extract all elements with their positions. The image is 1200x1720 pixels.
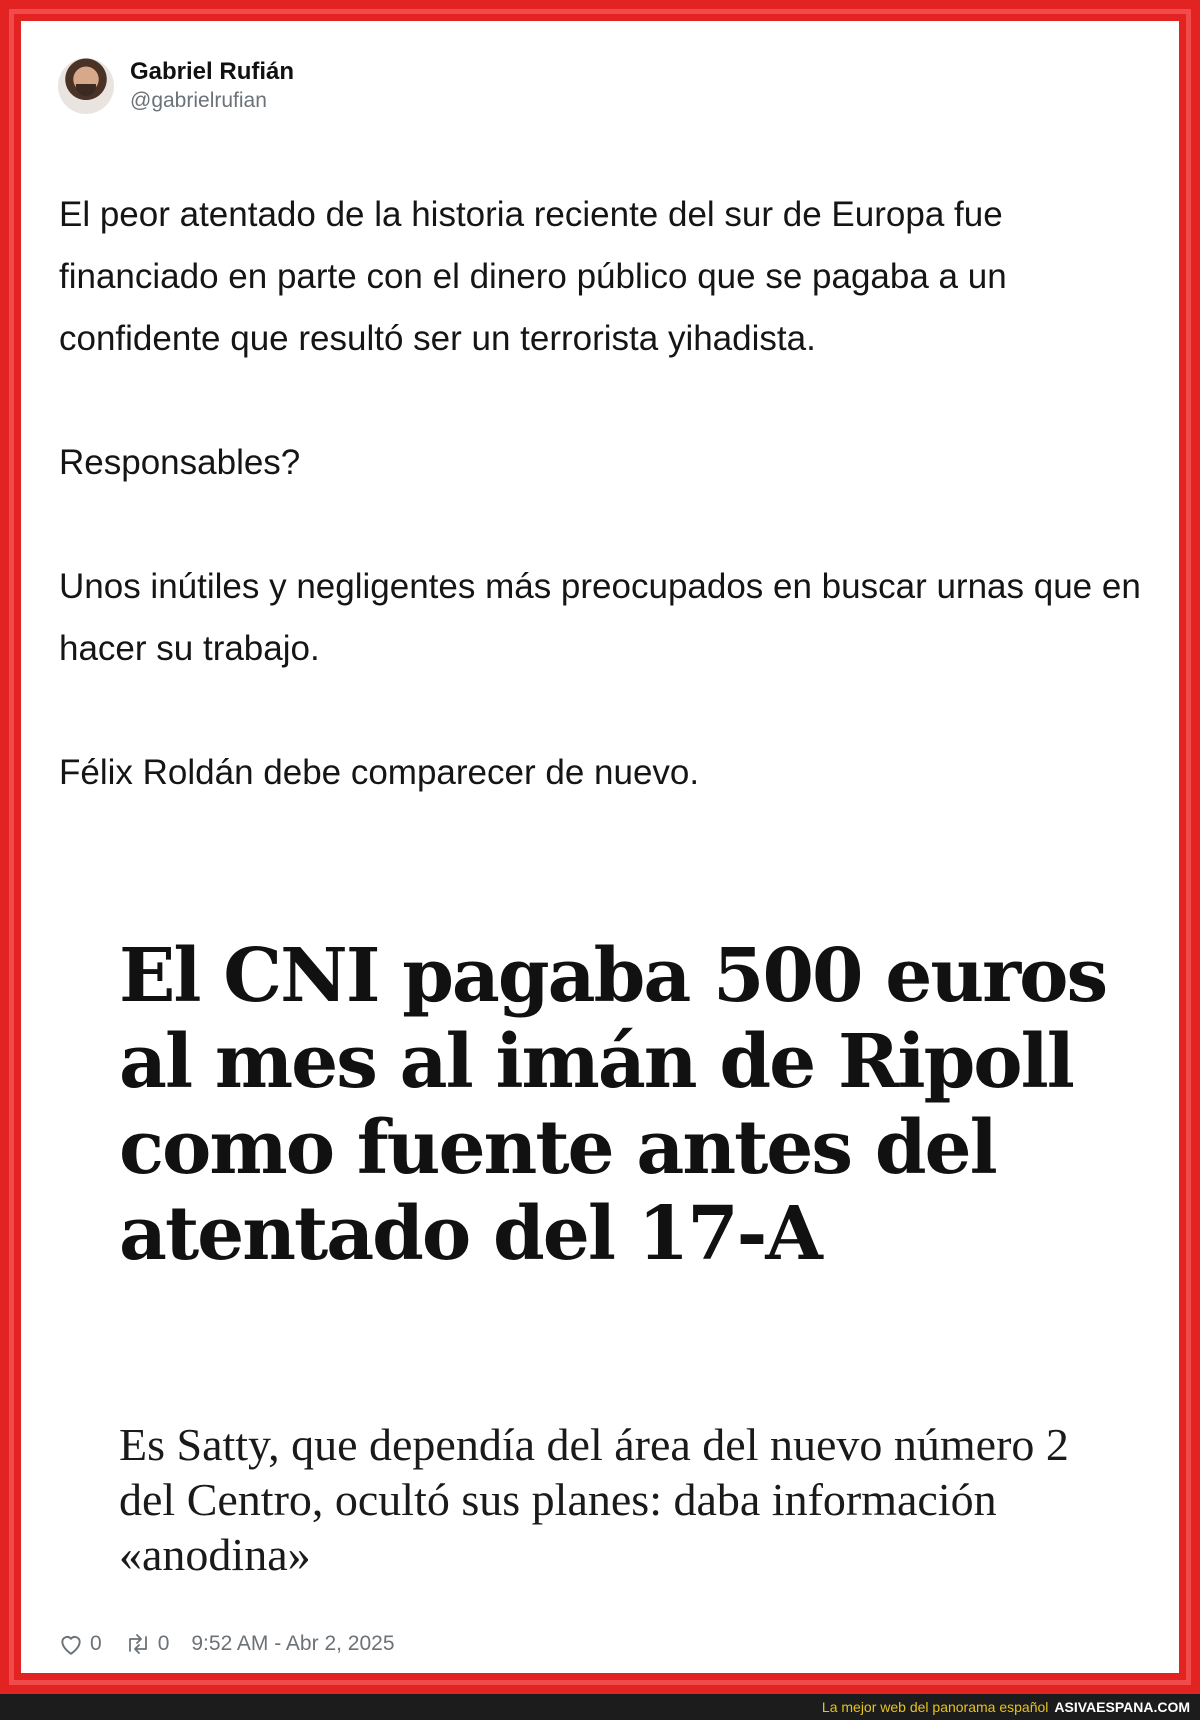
- watermark-tagline: La mejor web del panorama español: [821, 1699, 1049, 1715]
- tweet-paragraph: El peor atentado de la historia reciente del sur de Europa fue financiado en parte con el dinero público que se pagaba a un confidente que resultó ser un terrorista yihadista.: [59, 195, 1007, 358]
- watermark-site[interactable]: ASIVAESPANA.COM: [1054, 1699, 1190, 1715]
- heart-icon: [58, 1632, 84, 1656]
- retweet-count: 0: [157, 1632, 170, 1655]
- article-headline: El CNI pagaba 500 euros al mes al imán de Ripoll como fuente antes del atentado del 17-A: [119, 933, 1107, 1277]
- avatar[interactable]: [58, 58, 114, 114]
- watermark-bar: [0, 1694, 1200, 1720]
- tweet-header: [58, 57, 294, 115]
- tweet-paragraph: Unos inútiles y negligentes más preocupados en buscar urnas que en hacer su trabajo.: [59, 567, 1141, 668]
- author-names: [130, 57, 294, 115]
- article-subheadline: Es Satty, que dependía del área del nuevo número 2 del Centro, ocultó sus planes: daba información «anodina»: [119, 1419, 1069, 1580]
- tweet-card: [21, 21, 1179, 1673]
- tweet-text: [59, 184, 1159, 804]
- tweet-timestamp[interactable]: 9:52 AM - Abr 2, 2025: [191, 1632, 395, 1655]
- retweet-icon: [124, 1633, 152, 1655]
- avatar-beard: [76, 84, 96, 96]
- tweet-paragraph: Félix Roldán debe comparecer de nuevo.: [59, 753, 700, 792]
- tweet-footer: [58, 1627, 395, 1661]
- like-count: 0: [90, 1632, 102, 1655]
- author-display-name[interactable]: Gabriel Rufián: [130, 58, 295, 85]
- like-button[interactable]: [58, 1632, 102, 1656]
- author-handle[interactable]: @gabrielrufian: [130, 89, 267, 112]
- tweet-paragraph: Responsables?: [59, 443, 301, 482]
- retweet-button[interactable]: [124, 1632, 170, 1656]
